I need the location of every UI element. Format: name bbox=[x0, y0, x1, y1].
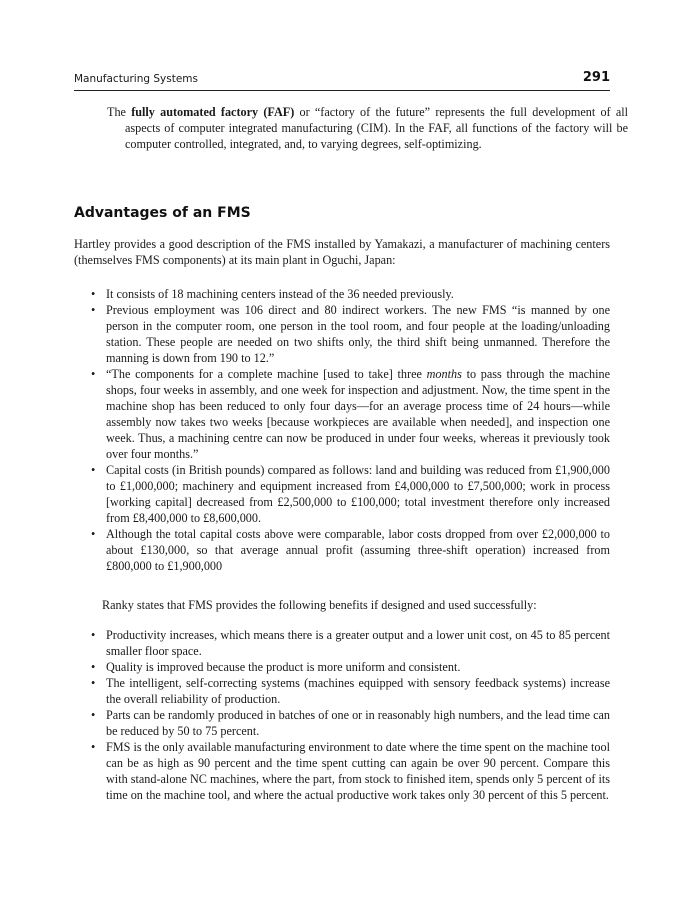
running-title: Manufacturing Systems bbox=[74, 73, 198, 85]
bullet-icon: • bbox=[91, 676, 96, 690]
bullet-icon: • bbox=[91, 527, 96, 541]
definition-body: or “factory of the future” represents the full development of all aspects of computer integrated manufacturing (CIM). In the FAF, all functions of the factory will be computer controlled, integrated, and, to varying degrees, self-optimizing. bbox=[125, 105, 629, 151]
list-item bbox=[74, 286, 610, 302]
page-number: 291 bbox=[582, 70, 610, 85]
list-item bbox=[74, 659, 610, 675]
list-item-text: Capital costs (in British pounds) compared as follows: land and building was reduced from £1,900,000 to £1,000,000; machinery and equipment increased from £4,000,000 to £7,500,000; work in process [working capital] decreased from £2,500,000 to £100,000; total investment therefore only increased from £8,400,000 to £8,600,000. bbox=[106, 463, 610, 525]
bullet-icon: • bbox=[91, 628, 96, 642]
list-item-text: Productivity increases, which means there is a greater output and a lower unit cost, on 45 to 85 percent smaller floor space. bbox=[106, 628, 610, 658]
list-item bbox=[74, 302, 610, 366]
list-item bbox=[74, 526, 610, 574]
faf-definition-paragraph bbox=[107, 104, 628, 152]
list-item bbox=[74, 462, 610, 526]
list-item-text-before: “The components for a complete machine [used to take] three bbox=[106, 367, 427, 381]
section-heading: Advantages of an FMS bbox=[74, 205, 251, 221]
bullet-icon: • bbox=[91, 740, 96, 754]
bullet-icon: • bbox=[91, 708, 96, 722]
list-item bbox=[74, 739, 610, 803]
list-item-text: The intelligent, self-correcting systems (machines equipped with sensory feedback systems) increase the overall reliability of production. bbox=[106, 676, 610, 706]
list-item bbox=[74, 707, 610, 739]
ranky-intro-paragraph: Ranky states that FMS provides the following benefits if designed and used successfully: bbox=[102, 598, 537, 612]
hartley-intro-paragraph: Hartley provides a good description of the FMS installed by Yamakazi, a manufacturer of machining centers (themselves FMS components) at its main plant in Oguchi, Japan: bbox=[74, 237, 610, 267]
definition-lead: The bbox=[107, 105, 132, 119]
list-item-text: Parts can be randomly produced in batches of one or in reasonably high numbers, and the lead time can be reduced by 50 to 75 percent. bbox=[106, 708, 610, 738]
ranky-bullet-list bbox=[74, 627, 610, 803]
list-item-text: FMS is the only available manufacturing environment to date where the time spent on the machine tool can be as high as 90 percent and the time spent cutting can again be over 90 percent. Compare this with stand-alone NC machines, where the part, from stock to finished item, spends only 5 percent of its time on the machine tool, and where the actual productive work takes only 30 percent of this 5 percent. bbox=[106, 740, 610, 802]
list-item-text: It consists of 18 machining centers instead of the 36 needed previously. bbox=[106, 287, 454, 301]
list-item bbox=[74, 366, 610, 462]
bullet-icon: • bbox=[91, 367, 96, 381]
hartley-bullet-list bbox=[74, 286, 610, 574]
definition-term: fully automated factory bbox=[131, 105, 259, 119]
list-item bbox=[74, 675, 610, 707]
list-item-text: Although the total capital costs above were comparable, labor costs dropped from over £2,000,000 to about £130,000, so that average annual profit (assuming three-shift operation) increased from £800,000 to £1,900,000 bbox=[106, 527, 610, 573]
running-head bbox=[74, 70, 610, 90]
definition-abbr: (FAF) bbox=[258, 105, 295, 119]
list-item bbox=[74, 627, 610, 659]
bullet-icon: • bbox=[91, 463, 96, 477]
bullet-icon: • bbox=[91, 660, 96, 674]
header-rule bbox=[74, 90, 610, 91]
bullet-icon: • bbox=[91, 303, 96, 317]
list-item-emphasis: months bbox=[426, 367, 462, 381]
list-item-text: Previous employment was 106 direct and 80 indirect workers. The new FMS “is manned by one person in the computer room, one person in the tool room, and four people at the loading/unloading station. These people are needed on two shifts only, the third shift being unmanned. Therefore the manning is down from 190 to 12.” bbox=[106, 303, 610, 365]
bullet-icon: • bbox=[91, 287, 96, 301]
list-item-text: Quality is improved because the product is more uniform and consistent. bbox=[106, 660, 461, 674]
list-item-text-after: to pass through the machine shops, four weeks in assembly, and one week for inspection and adjustment. Now, the time spent in the machine shop has been reduced to only four days—for an average process time of 24 hours—while assembly now takes two weeks [because workpieces are available when needed], and inspection one week. Thus, a machining centre can now be produced in under four weeks, whereas it previously took over four months.” bbox=[106, 367, 610, 461]
